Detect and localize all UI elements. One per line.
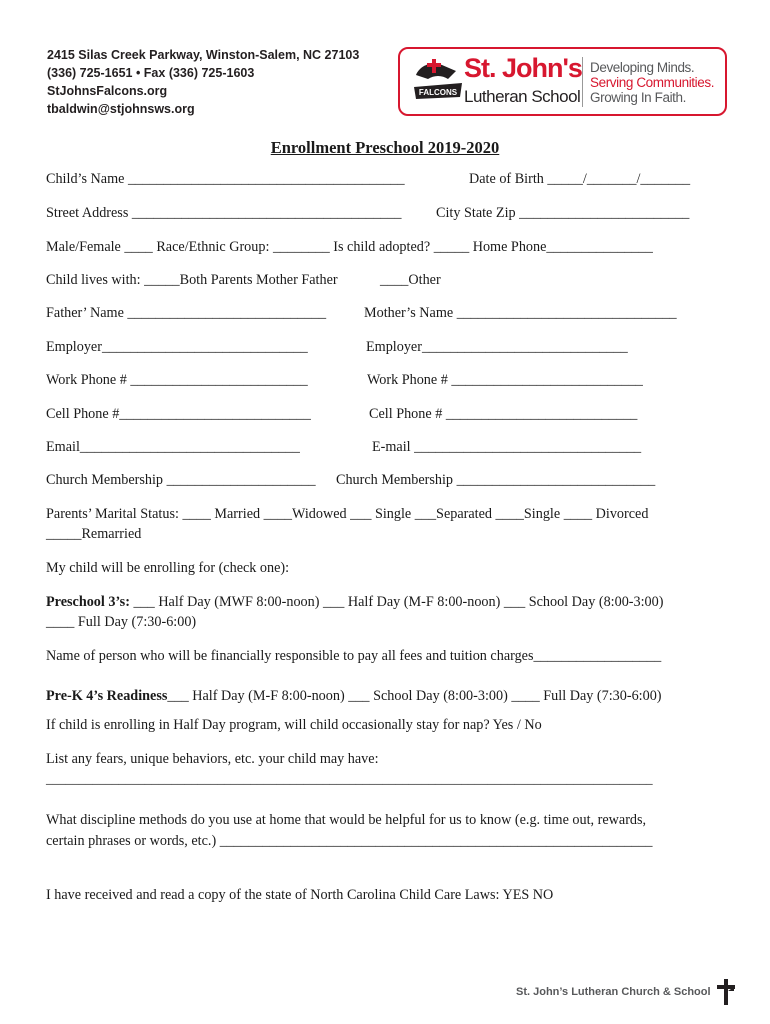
prek-4s-label: Pre-K 4’s Readiness (46, 688, 168, 704)
childs-name-field[interactable]: Child’s Name _______________________________________ (46, 171, 405, 187)
mother-cell-phone-field[interactable]: Cell Phone # ___________________________ (369, 406, 638, 422)
mother-church-membership-field[interactable]: Church Membership ____________________________ (336, 472, 656, 488)
marital-status-remarried[interactable]: _____Remarried (46, 526, 142, 542)
fears-answer-line[interactable]: ____________________________________________________________________________________________ (46, 771, 653, 786)
svg-text:FALCONS: FALCONS (418, 88, 458, 97)
cross-icon (716, 979, 736, 1005)
form-title: Enrollment Preschool 2019-2020 (270, 138, 500, 157)
phone-fax-line: (336) 725-1651 • Fax (336) 725-1603 (47, 66, 255, 80)
website-link[interactable]: StJohnsFalcons.org (47, 84, 168, 98)
address-line: 2415 Silas Creek Parkway, Winston-Salem, NC 27103 (47, 48, 360, 62)
prek-4s-choices[interactable]: ___ Half Day (M-F 8:00-noon) ___ School Day (8:00-3:00) ____ Full Day (7:30-6:00) (167, 688, 662, 704)
father-employer-field[interactable]: Employer_____________________________ (46, 339, 308, 355)
marital-status-options[interactable]: Parents’ Marital Status: ____ Married ____Widowed ___ Single ___Separated ____Single ____ Divorced (46, 506, 649, 522)
mother-email-field[interactable]: E-mail ________________________________ (372, 439, 642, 455)
logo-divider (582, 57, 583, 107)
preschool-3s-full-day[interactable]: ____ Full Day (7:30-6:00) (46, 614, 197, 630)
contact-email-link[interactable]: tbaldwin@stjohnsws.org (47, 102, 195, 116)
tagline-2: Serving Communities. (590, 75, 715, 90)
fears-prompt: List any fears, unique behaviors, etc. your child may have: (46, 751, 379, 767)
father-cell-phone-field[interactable]: Cell Phone #___________________________ (46, 406, 311, 422)
school-logo (398, 47, 727, 116)
mother-name-field[interactable]: Mother’s Name _______________________________ (364, 305, 677, 321)
childcare-laws-acknowledgement[interactable]: I have received and read a copy of the state of North Carolina Child Care Laws: YES NO (46, 887, 554, 903)
gender-race-adopted-phone-row[interactable]: Male/Female ____ Race/Ethnic Group: ________ Is child adopted? _____ Home Phone_______________ (46, 239, 653, 255)
logo-school-name: St. John's (464, 53, 582, 83)
prek-4s-options[interactable] (46, 688, 662, 705)
tagline-1: Developing Minds. (590, 60, 695, 75)
footer-text: St. John’s Lutheran Church & School (516, 986, 711, 998)
enrolling-prompt: My child will be enrolling for (check one): (46, 560, 290, 576)
financially-responsible-field[interactable]: Name of person who will be financially responsible to pay all fees and tuition charges__________________ (46, 648, 662, 664)
preschool-3s-options[interactable] (46, 594, 663, 611)
father-name-field[interactable]: Father’ Name ____________________________ (46, 305, 327, 321)
mother-work-phone-field[interactable]: Work Phone # ___________________________ (367, 372, 643, 388)
discipline-prompt: What discipline methods do you use at home that would be helpful for us to know (e.g. time out, rewards, (46, 812, 647, 828)
mother-employer-field[interactable]: Employer_____________________________ (366, 339, 628, 355)
father-church-membership-field[interactable]: Church Membership _____________________ (46, 472, 316, 488)
preschool-3s-label: Preschool 3’s: (46, 594, 130, 610)
tagline-3: Growing In Faith. (590, 90, 686, 105)
child-lives-with-field[interactable]: Child lives with: _____Both Parents Mother Father (46, 272, 338, 288)
date-of-birth-field[interactable]: Date of Birth _____/_______/_______ (469, 171, 691, 187)
father-email-field[interactable]: Email_______________________________ (46, 439, 300, 455)
street-address-field[interactable]: Street Address ______________________________________ (46, 205, 402, 221)
preschool-3s-choices[interactable]: ___ Half Day (MWF 8:00-noon) ___ Half Day (M-F 8:00-noon) ___ School Day (8:00-3:00) (129, 594, 664, 610)
father-work-phone-field[interactable]: Work Phone # _________________________ (46, 372, 308, 388)
logo-tagline (590, 60, 714, 105)
falcons-emblem-icon (412, 57, 464, 107)
discipline-answer-line[interactable]: certain phrases or words, etc.) _____________________________________________________________ (46, 833, 653, 849)
city-state-zip-field[interactable]: City State Zip ________________________ (436, 205, 690, 221)
nap-question[interactable]: If child is enrolling in Half Day program, will child occasionally stay for nap? Yes / No (46, 717, 542, 733)
logo-school-subname: Lutheran School (464, 87, 581, 106)
school-address-block (47, 46, 359, 118)
lives-with-other-field[interactable]: ____Other (380, 272, 441, 288)
